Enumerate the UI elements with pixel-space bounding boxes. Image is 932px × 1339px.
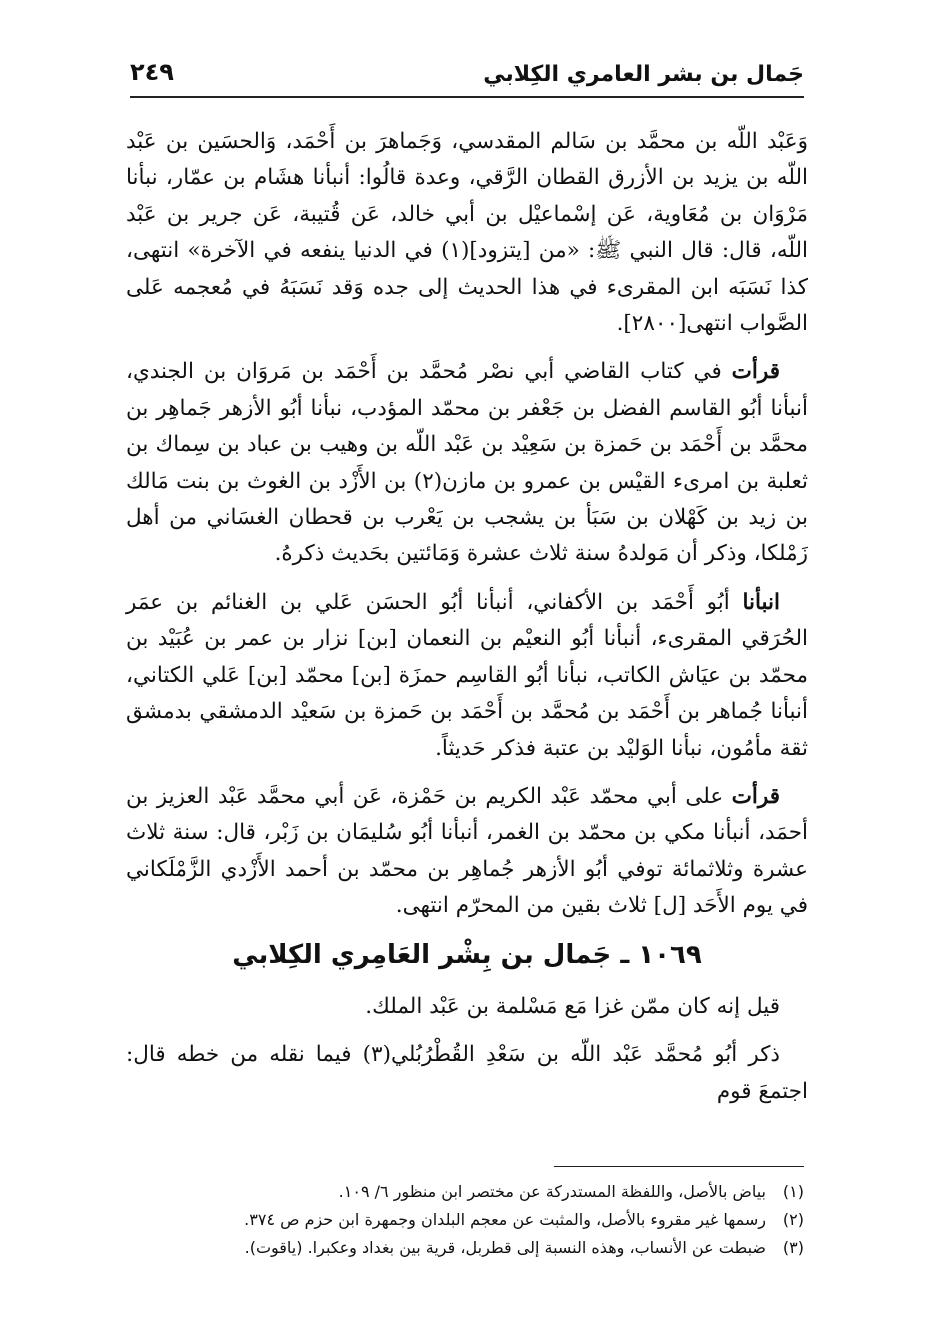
footnote-divider [554,1166,804,1167]
main-text [126,124,808,1122]
footnote-text: ضبطت عن الأنساب، وهذه النسبة إلى قطربل، قرية بين بغداد وعكبرا. (ياقوت). [244,1238,766,1257]
paragraph-lead-word: قرأت [731,359,780,385]
footnote [130,1234,804,1262]
paragraph-qara-at-2 [126,779,808,925]
paragraph-qara-at-1 [126,354,808,572]
footnote-text: بياض بالأصل، واللفظة المستدركة عن مختصر ابن منظور ٦/ ١٠٩. [338,1182,766,1201]
running-header [130,56,804,98]
paragraph-text: على أبي محمّد عَبْد الكريم بن حَمْزة، عَن أبي محمَّد عَبْد العزيز بن أحمَد، أنبأنا مكي بن محمّد بن الغمر، أنبأنا أبُو سُليمَان بن زَبْر، قال: سنة ثلاث عشرة وثلاثمائة توفي أبُو الأزهر جُماهِر بن محمّد بن أحمد الأَزْدي الزَّمْلَكاني في يوم الأَحَد [ل] ثلاث بقين من المحرّم انتهى. [126,783,808,919]
footnote-number: (٢) [782,1210,804,1229]
footnotes [130,1178,804,1262]
entry-paragraph: ذكر أبُو مُحمَّد عَبْد اللّه بن سَعْدِ القُطْرُبُلي(٣) فيما نقله من خطه قال: اجتمعَ قوم [126,1042,808,1104]
paragraph-lead-word: انبأنا [742,589,780,615]
running-title: جَمال بن بشر العامري الكِلابي [483,62,804,87]
paragraph-text: في كتاب القاضي أبي نصْر مُحمَّد بن أَحْمَد بن مَروَان بن الجندي، أنبأنا أبُو القاسم الفضل بن جَعْفر بن محمّد المؤدب، نبأنا أبُو الأزهر جَماهِر بن محمَّد بن أَحْمَد بن حَمزة بن سَعِيْد بن عَبْد اللّه بن وهيب بن عباد بن سِماك بن ثعلبة بن امرىء القيْس بن عمرو بن مازن(٢) بن الأَزْد بن الغوث بن بنت مَالك بن زيد بن كَهْلان بن سَبَأ بن يشجب بن يَعْرب بن قحطان الغسَاني من أهل زَمْلكا، وذكر أن مَولدهُ سنة ثلاث عشرة وَمَائتين بحَديث ذكرهُ. [126,359,808,567]
paragraph-continuation [126,124,808,342]
entry-paragraph: قيل إنه كان ممّن غزا مَع مَسْلمة بن عَبْد الملك. [365,993,780,1019]
paragraph-anba-ana [126,585,808,767]
footnote-text: رسمها غير مقروء بالأصل، والمثبت عن معجم البلدان وجمهرة ابن حزم ص ٣٧٤. [244,1210,766,1229]
footnote-number: (٣) [782,1238,804,1257]
paragraph-text: أبُو أَحْمَد بن الأكفاني، أنبأنا أبُو الحسَن عَلي بن الغنائم بن عمَر الحُرَقي المقرىء، أنبأنا أبُو النعيْم بن النعمان [بن] نزار بن عمر بن عُبَيْد بن محمّد بن عيَاش الكاتب، نبأنا أبُو القاسِم حمزَة [بن] محمّد [بن] عَلي الكتاني، أنبأنا جُماهر بن أَحْمَد بن مُحمَّد بن أَحْمَد بن حَمزة بن سَعيْد الدمشقي بدمشق ثقة مأمُون، نبأنا الوَليْد بن عتبة فذكر حَديثاً. [126,589,808,761]
entry-heading: ١٠٦٩ ـ جَمال بن بِشْر العَامِري الكِلابي [232,939,702,970]
paragraph-lead-word: قرأت [731,783,780,809]
paragraph-text: وَعَبْد اللّه بن محمَّد بن سَالم المقدسي، وَجَماهرَ بن أَحْمَد، وَالحسَين بن عَبْد اللّه بن يزيد بن الأزرق القطان الرَّقي، وعدة قالُوا: أنبأنا هشَام بن عمّار، نبأنا مَرْوَان بن مُعَاوية، عَن إسْماعيْل بن أبي خالد، عَن قُتيبة، عَن جرير بن عَبْد اللّه، قال: قال النبي ﷺ: «من [يتزود](١) في الدنيا ينفعه في الآخرة» انتهى، كذا نَسَبَه ابن المقرىء في هذا الحديث إلى جده وَقد نَسَبَهُ في مُعجمه عَلى الصَّواب انتهى[٢٨٠٠]. [126,129,808,337]
footnote [130,1178,804,1206]
footnote [130,1206,804,1234]
page-number: ٢٤٩ [130,58,174,86]
footnote-number: (١) [782,1182,804,1201]
